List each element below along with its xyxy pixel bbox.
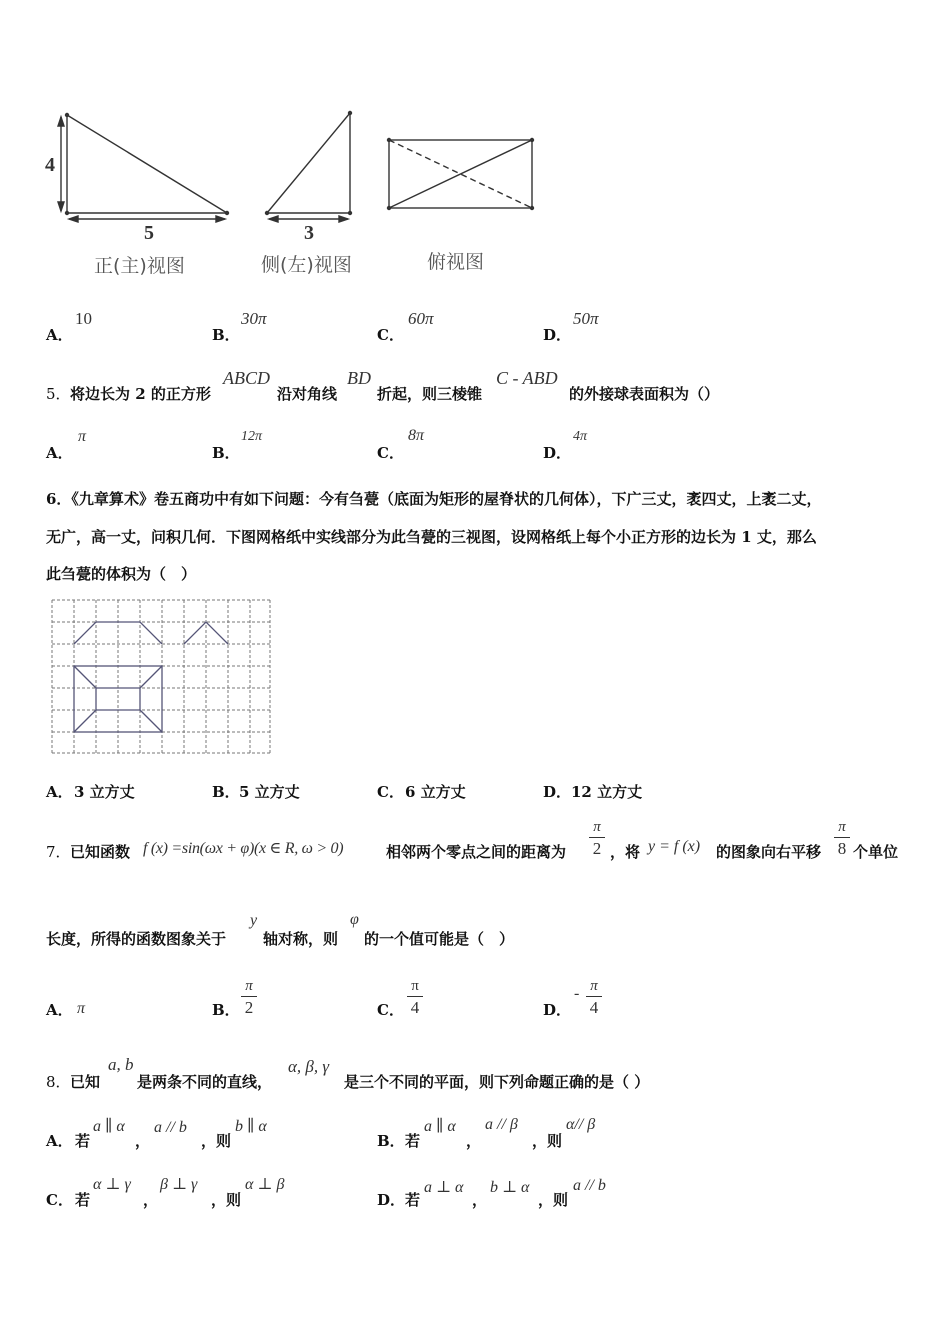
q6-option-d-value: 12 立方丈 <box>571 783 643 801</box>
q6-option-d-letter: D． <box>543 783 572 801</box>
q5-text-3: 折起，则三棱锥 <box>377 385 483 403</box>
q5-math-abcd: ABCD <box>223 368 270 388</box>
q4-option-c-letter: C． <box>377 326 404 344</box>
q8-option-c-result: α ⊥ β <box>245 1176 285 1193</box>
q8-option-a-ruo: 若 <box>75 1132 91 1150</box>
q4-option-a-value: 10 <box>75 309 92 328</box>
q8-option-d-cond1: a ⊥ α <box>424 1179 464 1196</box>
q5-option-c-letter: C． <box>377 444 404 462</box>
q5-text-2: 沿对角线 <box>277 385 338 403</box>
dim-width-front-label: 5 <box>144 222 154 244</box>
q5-option-d-letter: D． <box>543 444 572 462</box>
q6-option-b-value: 5 立方丈 <box>239 783 300 801</box>
q8-option-c-sep: ， <box>143 1191 159 1209</box>
q8-text-3: 是三个不同的平面，则下列命题正确的是（ ） <box>344 1073 650 1091</box>
q5-number: 5． <box>46 385 71 403</box>
q8-math-ab: a, b <box>108 1055 134 1074</box>
side-view-caption: 侧(左)视图 <box>261 254 352 276</box>
q8-option-c-ze: ，则 <box>211 1191 242 1209</box>
q8-option-a-sep: ， <box>135 1132 151 1150</box>
q4-option-d-letter: D． <box>543 326 572 344</box>
side-view <box>267 113 350 222</box>
q7-fraction-pi-over-2: π 2 <box>589 818 605 859</box>
q8-option-c-cond2: β ⊥ γ <box>160 1176 198 1193</box>
q7-text-7: 轴对称，则 <box>263 930 339 948</box>
q4-option-c-value: 60π <box>408 309 434 328</box>
q8-option-a-letter: A． <box>46 1132 73 1150</box>
q8-option-d-ze: ，则 <box>538 1191 569 1209</box>
q7-number: 7． <box>46 843 71 861</box>
q5-math-bd: BD <box>347 368 371 388</box>
q8-option-d-letter: D． <box>377 1191 406 1209</box>
q7-fraction-pi-over-8: π 8 <box>834 818 850 859</box>
q6-option-a-value: 3 立方丈 <box>74 783 135 801</box>
front-view-caption: 正(主)视图 <box>94 255 185 277</box>
q7-option-b-fraction: π 2 <box>241 977 257 1018</box>
dim-height-label: 4 <box>45 154 55 176</box>
front-view <box>58 115 227 222</box>
dim-width-side-label: 3 <box>304 222 314 244</box>
q8-option-d-ruo: 若 <box>405 1191 421 1209</box>
q7-option-d-sign: - <box>574 985 580 1002</box>
q8-option-b-cond2: a // β <box>485 1116 518 1133</box>
q7-option-a-value: π <box>77 1000 86 1017</box>
q7-math-y-fx: y = f (x) <box>648 838 701 855</box>
q7-option-d-letter: D． <box>543 1001 572 1019</box>
q7-option-d-fraction: π 4 <box>586 977 602 1018</box>
q7-text-2: 相邻两个零点之间的距离为 <box>386 843 567 861</box>
q8-option-b-ze: ，则 <box>532 1132 563 1150</box>
q6-line-1: 6．《九章算术》卷五商功中有如下问题：今有刍甍（底面为矩形的屋脊状的几何体），下广三丈，袤四丈，上袤二丈， <box>46 490 822 508</box>
q8-option-d-sep: ， <box>472 1191 488 1209</box>
q6-option-b-letter: B． <box>212 783 240 801</box>
q7-text-8: 的一个值可能是（ ） <box>364 930 515 948</box>
q5-math-cabd: C - ABD <box>496 368 558 388</box>
q8-option-c-cond1: α ⊥ γ <box>93 1176 131 1193</box>
q7-math-y: y <box>250 912 258 929</box>
q8-text-2: 是两条不同的直线， <box>137 1073 273 1091</box>
q5-option-c-value: 8π <box>408 427 425 444</box>
q7-option-b-letter: B． <box>212 1001 240 1019</box>
q6-option-c-letter: C． <box>377 783 404 801</box>
q8-text-1: 已知 <box>70 1073 101 1091</box>
q4-option-b-value: 30π <box>241 309 267 328</box>
q6-line-3: 此刍甍的体积为（ ） <box>46 565 197 583</box>
q5-option-a-letter: A． <box>46 444 73 462</box>
q7-option-c-fraction: π 4 <box>407 977 423 1018</box>
q7-text-4: 的图象向右平移 <box>716 843 822 861</box>
q8-option-b-letter: B． <box>377 1132 405 1150</box>
q5-option-a-value: π <box>78 428 87 445</box>
q4-option-b-letter: B． <box>212 326 240 344</box>
q7-option-a-letter: A． <box>46 1001 73 1019</box>
q6-option-a-letter: A． <box>46 783 73 801</box>
q7-text-5: 个单位 <box>853 843 899 861</box>
q8-number: 8． <box>46 1073 71 1091</box>
q4-option-d-value: 50π <box>573 309 599 328</box>
q8-option-c-ruo: 若 <box>75 1191 91 1209</box>
q5-text-1: 将边长为 2 的正方形 <box>70 385 211 403</box>
q8-option-a-ze: ，则 <box>201 1132 232 1150</box>
q8-math-abg: α, β, γ <box>288 1057 330 1076</box>
top-view-caption: 俯视图 <box>427 251 485 273</box>
q7-text-1: 已知函数 <box>70 843 131 861</box>
q7-function: f (x) =sin(ωx + φ)(x ∈ R, ω > 0) <box>143 840 344 857</box>
q6-grid-figure <box>50 598 274 756</box>
q8-option-a-result: b ∥ α <box>235 1118 267 1135</box>
q7-text-6: 长度，所得的函数图象关于 <box>46 930 227 948</box>
q7-math-phi: φ <box>350 911 359 928</box>
q7-option-c-letter: C． <box>377 1001 404 1019</box>
q8-option-b-cond1: a ∥ α <box>424 1118 456 1135</box>
q8-option-a-cond1: a ∥ α <box>93 1118 125 1135</box>
q6-option-c-value: 6 立方丈 <box>405 783 466 801</box>
q5-option-b-letter: B． <box>212 444 240 462</box>
q5-text-4: 的外接球表面积为（） <box>569 385 720 403</box>
q5-option-d-value: 4π <box>573 429 588 444</box>
q8-option-a-cond2: a // b <box>154 1119 187 1136</box>
q8-option-d-result: a // b <box>573 1177 606 1194</box>
q8-option-d-cond2: b ⊥ α <box>490 1179 530 1196</box>
q5-option-b-value: 12π <box>241 429 263 444</box>
q4-option-a-letter: A． <box>46 326 73 344</box>
q6-line-2: 无广，高一丈，问积几何．下图网格纸中实线部分为此刍甍的三视图，设网格纸上每个小正方形的边长为 1 丈，那么 <box>46 528 817 546</box>
top-view <box>389 140 532 208</box>
q8-option-b-result: α// β <box>566 1116 596 1133</box>
q8-option-b-ruo: 若 <box>405 1132 421 1150</box>
q8-option-c-letter: C． <box>46 1191 73 1209</box>
q8-option-b-sep: ， <box>466 1132 482 1150</box>
q7-text-3: ，将 <box>610 843 641 861</box>
